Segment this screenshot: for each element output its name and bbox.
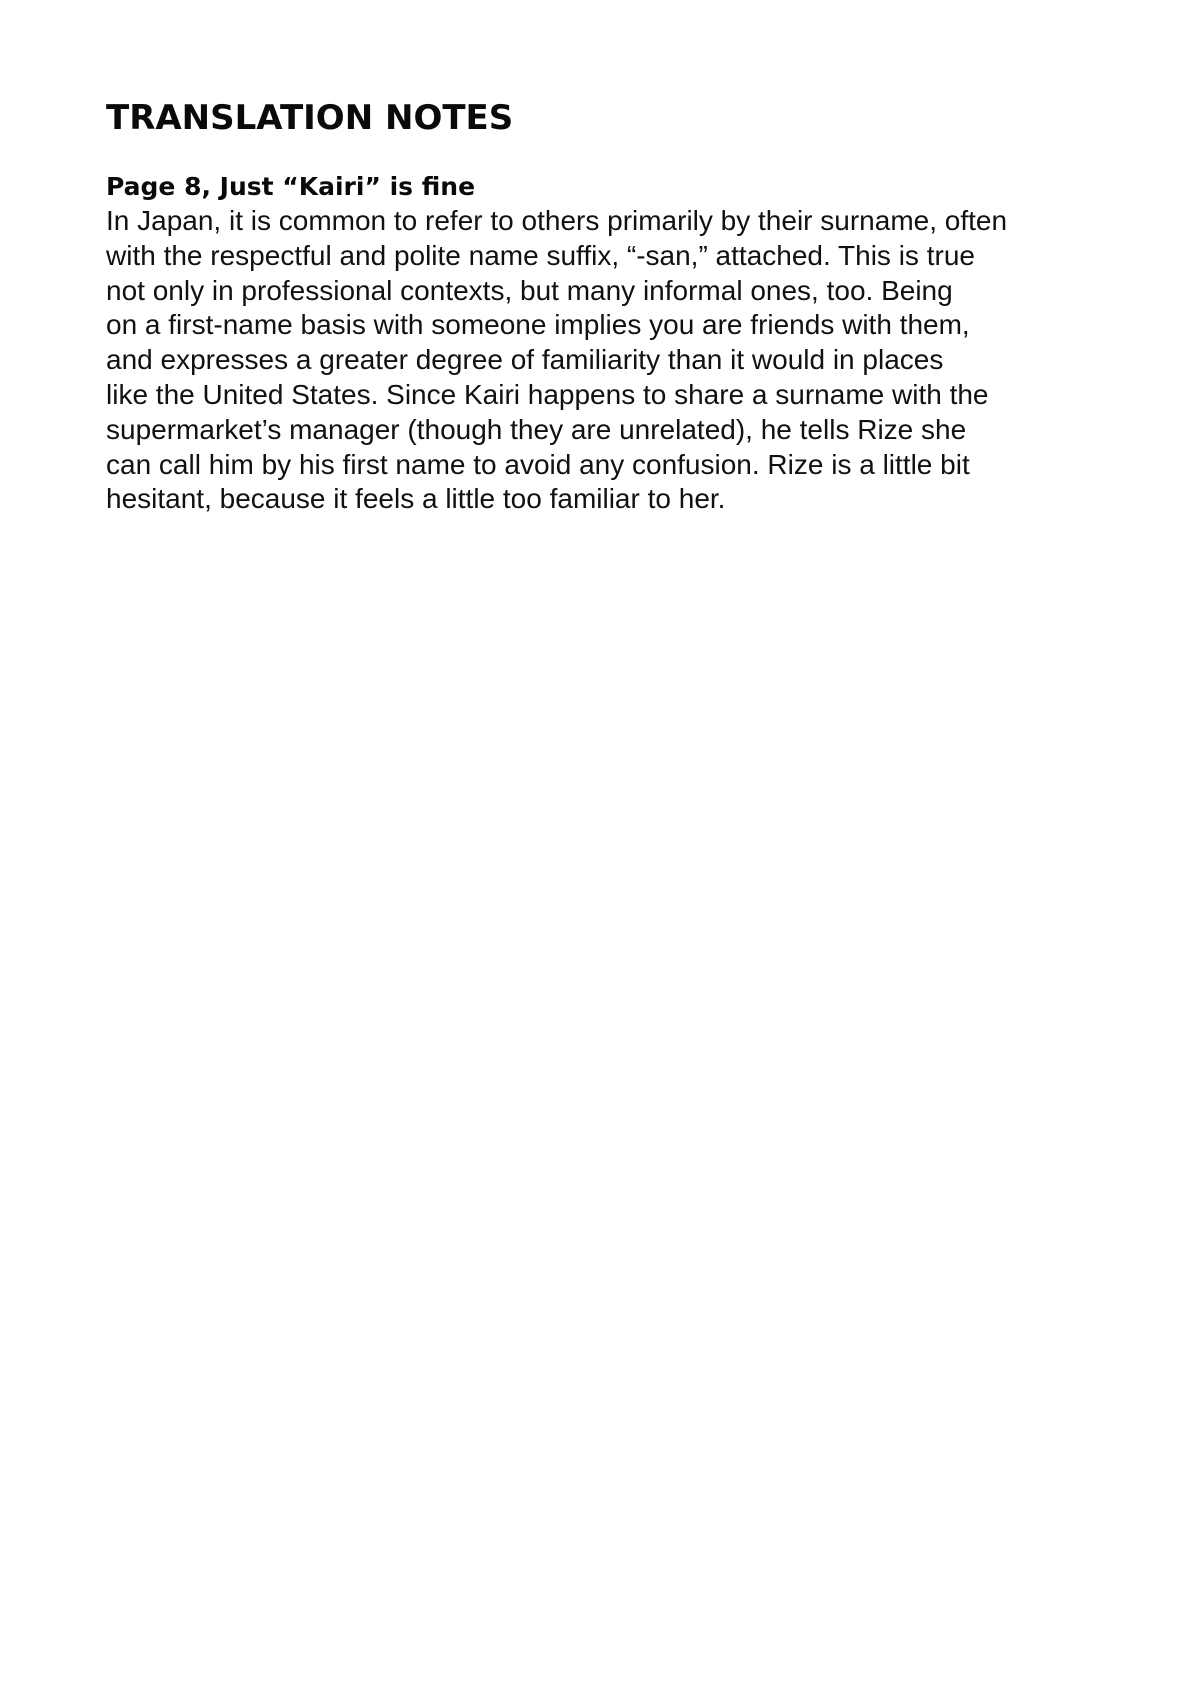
note-line: supermarket’s manager (though they are unrelated), he tells Rize she xyxy=(106,413,967,445)
note-body xyxy=(106,204,1106,517)
translation-note xyxy=(106,170,1106,517)
page-content xyxy=(106,96,1106,517)
note-title: Page 8, Just “Kairi” is fine xyxy=(106,172,476,201)
page-title: TRANSLATION NOTES xyxy=(106,98,514,138)
note-line: on a first-name basis with someone implies you are friends with them, xyxy=(106,309,970,341)
note-line: with the respectful and polite name suffix, “-san,” attached. This is true xyxy=(106,239,975,271)
note-line: not only in professional contexts, but many informal ones, too. Being xyxy=(106,274,953,306)
note-line: like the United States. Since Kairi happens to share a surname with the xyxy=(106,378,989,410)
note-line: can call him by his first name to avoid any confusion. Rize is a little bit xyxy=(106,448,970,480)
note-line: hesitant, because it feels a little too familiar to her. xyxy=(106,483,726,515)
note-line: and expresses a greater degree of familiarity than it would in places xyxy=(106,344,944,376)
note-line: In Japan, it is common to refer to others primarily by their surname, often xyxy=(106,205,1008,236)
